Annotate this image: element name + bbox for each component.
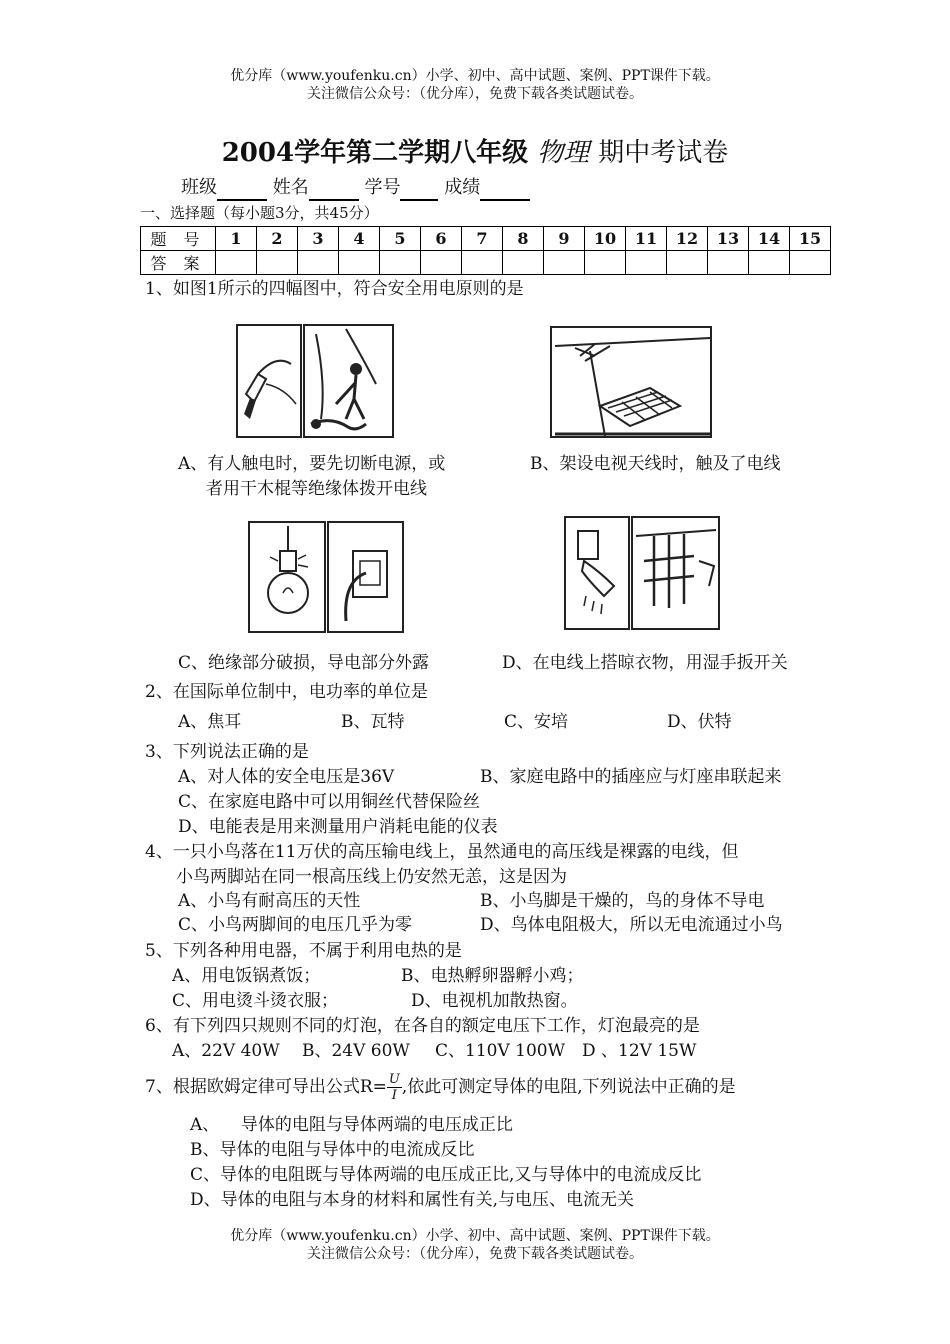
answer-cell[interactable] — [790, 251, 831, 275]
answer-cell[interactable] — [667, 251, 708, 275]
q3-option-a: A、对人体的安全电压是36V — [178, 767, 395, 787]
answer-table — [140, 226, 831, 275]
q2-option-a: A、焦耳 — [178, 712, 242, 732]
q7-option-c: C、导体的电阻既与导体两端的电压成正比,又与导体中的电流成反比 — [190, 1165, 702, 1185]
figure-b-antenna-illustration — [550, 326, 712, 438]
q6-option-b: B、24V 60W — [302, 1041, 410, 1061]
answer-cell[interactable] — [708, 251, 749, 275]
header-line-2: 关注微信公众号：（优分库），免费下载各类试题试卷。 — [307, 86, 643, 102]
q4-option-d: D、鸟体电阻极大，所以无电流通过小鸟 — [480, 915, 783, 935]
qnum-cell: 7 — [462, 227, 503, 251]
q5-option-b: B、电热孵卵器孵小鸡； — [401, 966, 584, 986]
q2-option-b: B、瓦特 — [341, 712, 405, 732]
qnum-cell: 4 — [339, 227, 380, 251]
fraction-numerator: U — [388, 1072, 400, 1087]
qnum-cell: 2 — [257, 227, 298, 251]
title-year: 2004 — [221, 138, 295, 168]
q1-option-a-line1: A、有人触电时，要先切断电源，或 — [178, 454, 446, 474]
q6-stem: 6、有下列四只规则不同的灯泡，在各自的额定电压下工作，灯泡最亮的是 — [145, 1016, 700, 1036]
answer-cell[interactable] — [298, 251, 339, 275]
answer-cell[interactable] — [626, 251, 667, 275]
q6-option-c: C、110V 100W — [435, 1041, 566, 1061]
qnum-cell: 6 — [421, 227, 462, 251]
score-label: 成绩 — [444, 177, 481, 198]
section-heading: 一、选择题（每小题3分，共45分） — [140, 204, 379, 222]
answer-cell[interactable] — [749, 251, 790, 275]
footer-line-1: 优分库（www.youfenku.cn）小学、初中、高中试题、案例、PPT课件下载。 — [230, 1228, 720, 1244]
figure-d-wet-hands-switch-illustration — [564, 516, 720, 630]
figure-a-rescue-illustration — [236, 324, 394, 438]
id-blank[interactable] — [400, 177, 438, 201]
answer-cell[interactable] — [462, 251, 503, 275]
title-term: 学年第二学期八年级 — [294, 138, 529, 168]
q1-option-b: B、架设电视天线时，触及了电线 — [530, 454, 781, 474]
answer-row — [141, 251, 831, 275]
name-label: 姓名 — [272, 177, 309, 198]
class-label: 班级 — [181, 177, 217, 198]
q4-option-a: A、小鸟有耐高压的天性 — [178, 891, 361, 911]
answer-cell[interactable] — [380, 251, 421, 275]
answer-cell[interactable] — [257, 251, 298, 275]
q7-option-b: B、导体的电阻与导体中的电流成反比 — [190, 1140, 475, 1160]
q2-option-d: D、伏特 — [667, 712, 732, 732]
q1-option-a-line2: 者用干木棍等绝缘体拨开电线 — [206, 479, 427, 499]
q5-option-a: A、用电饭锅煮饭； — [172, 966, 321, 986]
id-label: 学号 — [364, 177, 401, 198]
q7-stem-post: ,依此可测定导体的电阻,下列说法中正确的是 — [401, 1077, 736, 1097]
q4-option-b: B、小鸟脚是干燥的，鸟的身体不导电 — [480, 891, 765, 911]
q6-option-d: D 、12V 15W — [582, 1041, 697, 1061]
class-blank[interactable] — [217, 177, 267, 201]
q5-option-d: D、电视机加散热窗。 — [411, 991, 578, 1011]
page-title — [0, 132, 950, 169]
title-exam: 期中考试卷 — [598, 138, 729, 168]
fraction-denominator: I — [391, 1088, 397, 1103]
student-info — [181, 177, 530, 201]
q3-option-c: C、在家庭电路中可以用铜丝代替保险丝 — [178, 792, 481, 812]
q1-stem: 1、如图1所示的四幅图中，符合安全用电原则的是 — [145, 279, 524, 299]
qnum-cell: 13 — [708, 227, 749, 251]
score-blank[interactable] — [480, 177, 530, 201]
q1-option-d: D、在电线上搭晾衣物，用湿手扳开关 — [502, 653, 788, 673]
qnum-cell: 15 — [790, 227, 831, 251]
qnum-cell: 11 — [626, 227, 667, 251]
qnum-cell: 5 — [380, 227, 421, 251]
qnum-cell: 1 — [216, 227, 257, 251]
q5-option-c: C、用电烫斗烫衣服； — [172, 991, 339, 1011]
answer-cell[interactable] — [503, 251, 544, 275]
q2-stem: 2、在国际单位制中，电功率的单位是 — [145, 682, 428, 702]
row-label-number: 题 号 — [141, 227, 216, 251]
q7-stem — [145, 1070, 736, 1104]
q6-option-a: A、22V 40W — [172, 1041, 280, 1061]
answer-cell[interactable] — [585, 251, 626, 275]
question-number-row — [141, 227, 831, 251]
title-subject: 物理 — [537, 138, 590, 168]
answer-cell[interactable] — [339, 251, 380, 275]
q3-option-d: D、电能表是用来测量用户消耗电能的仪表 — [178, 817, 498, 837]
qnum-cell: 8 — [503, 227, 544, 251]
q4-stem-line2: 小鸟两脚站在同一根高压线上仍安然无恙，这是因为 — [176, 867, 567, 887]
qnum-cell: 10 — [585, 227, 626, 251]
answer-cell[interactable] — [421, 251, 462, 275]
q7-option-d: D、导体的电阻与本身的材料和属性有关,与电压、电流无关 — [190, 1190, 635, 1210]
answer-cell[interactable] — [544, 251, 585, 275]
qnum-cell: 14 — [749, 227, 790, 251]
qnum-cell: 12 — [667, 227, 708, 251]
header-line-1: 优分库（www.youfenku.cn）小学、初中、高中试题、案例、PPT课件下载。 — [230, 68, 720, 84]
qnum-cell: 9 — [544, 227, 585, 251]
q3-stem: 3、下列说法正确的是 — [145, 742, 309, 762]
q7-stem-pre: 7、根据欧姆定律可导出公式R= — [145, 1077, 387, 1097]
q3-option-b: B、家庭电路中的插座应与灯座串联起来 — [480, 767, 782, 787]
answer-cell[interactable] — [216, 251, 257, 275]
qnum-cell: 3 — [298, 227, 339, 251]
q4-option-c: C、小鸟两脚间的电压几乎为零 — [178, 915, 413, 935]
footer-line-2: 关注微信公众号：（优分库），免费下载各类试题试卷。 — [307, 1246, 643, 1262]
figure-c-damaged-insulation-illustration — [248, 521, 404, 633]
q2-option-c: C、安培 — [504, 712, 569, 732]
row-label-answer: 答 案 — [141, 251, 216, 275]
q4-stem-line1: 4、一只小鸟落在11万伏的高压输电线上，虽然通电的高压线是裸露的电线，但 — [145, 842, 739, 862]
q7-option-a: A、 导体的电阻与导体两端的电压成正比 — [190, 1115, 513, 1135]
q5-stem: 5、下列各种用电器，不属于利用电热的是 — [145, 941, 462, 961]
q1-option-c: C、绝缘部分破损，导电部分外露 — [178, 653, 430, 673]
name-blank[interactable] — [309, 177, 359, 201]
ohms-law-fraction — [387, 1072, 402, 1103]
